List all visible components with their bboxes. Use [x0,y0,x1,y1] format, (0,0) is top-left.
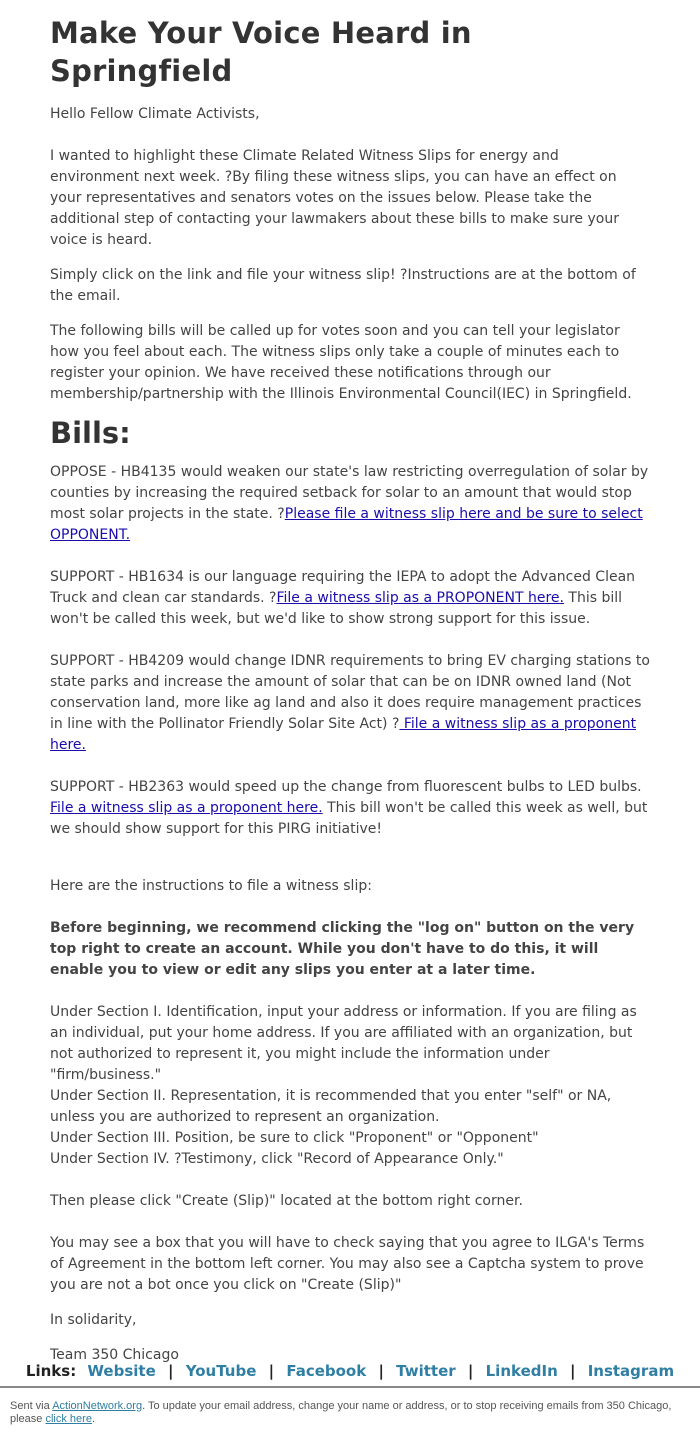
footer-text: Sent via [10,1400,53,1412]
intro-paragraph: I wanted to highlight these Climate Related Witness Slips for energy and environment next week. ?By filing these witness slips, you can have an effect on your representatives and senators votes on the issues below. Please take the additional step of contacting your lawmakers about these bills to make sure your voice is heard. [50,148,619,248]
witness-slip-link[interactable]: File a witness slip as a proponent here. [50,800,323,816]
intro-paragraph: Simply click on the link and file your witness slip! ?Instructions are at the bottom of the email. [50,267,636,304]
greeting: Hello Fellow Climate Activists, [50,106,260,122]
intro-paragraph: The following bills will be called up for votes soon and you can tell your legislator how you feel about each. The witness slips only take a couple of minutes each to register your opinion. We have received these notifications through our membership/partnership with the Illinois Environmental Council(IEC) in Springfield. [50,323,632,402]
terms-note: You may see a box that you will have to check saying that you agree to ILGA's Terms of Agreement in the bottom left corner. You may also see a Captcha system to prove you are not a bot once you click on "Create (Slip)" [50,1235,645,1293]
unsubscribe-link[interactable]: click here [45,1413,92,1425]
witness-slip-link[interactable]: Please file a witness slip here and be sure to select OPPONENT. [50,506,643,543]
instruction-step: Under Section IV. ?Testimony, click "Record of Appearance Only." [50,1151,504,1167]
bill-item [50,462,650,546]
link-separator: | [467,1362,474,1380]
footer-text: . [91,1413,96,1425]
instagram-link[interactable]: Instagram [587,1362,675,1380]
bill-text: SUPPORT - HB4209 would change IDNR requirements to bring EV charging stations to state parks and increase the amount of solar that can be on IDNR owned land (Not conservation land, more like ag land and also it does require management practices in line with the Pollinator Friendly Solar Site Act) ? [50,653,650,732]
actionnetwork-link[interactable]: ActionNetwork.org [52,1400,143,1412]
bill-after-text: This bill won't be called this week, but we'd like to show strong support for this issue. [50,590,623,627]
instruction-step: Under Section III. Position, be sure to click "Proponent" or "Opponent" [50,1130,539,1146]
instructions-intro: Here are the instructions to file a witness slip: [50,878,372,894]
footer-text: . To update your email address, change your name or address, or to stop receiving emails from 350 Chicago, please [10,1400,672,1425]
instructions-note [50,918,650,981]
bill-item [50,651,650,756]
link-separator: | [378,1362,384,1380]
bill-text: SUPPORT - HB2363 would speed up the change from fluorescent bulbs to LED bulbs. [50,779,642,795]
twitter-link[interactable]: Twitter [396,1362,456,1380]
youtube-link[interactable]: YouTube [185,1362,257,1380]
bill-text: SUPPORT - HB1634 is our language requiring the IEPA to adopt the Advanced Clean Truck and clean car standards. ? [50,569,636,606]
signoff-team: Team 350 Chicago [50,1347,179,1363]
bills-heading: Bills: [50,416,131,450]
bill-item [50,777,650,840]
bill-after-text: This bill won't be called this week as well, but we should show support for this PIRG initiative! [50,800,648,837]
email-body [50,0,650,1366]
witness-slip-link[interactable]: File a witness slip as a PROPONENT here. [276,590,564,606]
instructions-bold-text: Before beginning, we recommend clicking the "log on" button on the very top right to create an account. While you don't have to do this, it will enable you to view or edit any slips you enter at a later time. [50,920,635,978]
bill-item [50,567,650,630]
bill-text: OPPOSE - HB4135 would weaken our state's law restricting overregulation of solar by counties by increasing the required setback for solar to an amount that would stop most solar projects in the state. ? [50,464,649,522]
social-links-bar [0,1360,700,1382]
email-footer [0,1386,700,1454]
page-title: Make Your Voice Heard in Springfield [50,16,472,88]
signoff-closing: In solidarity, [50,1312,137,1328]
website-link[interactable]: Website [87,1362,156,1380]
link-separator: | [168,1362,174,1380]
witness-slip-link[interactable]: File a witness slip as a proponent here. [50,716,637,753]
link-separator: | [268,1362,275,1380]
link-separator: | [569,1362,576,1380]
instruction-step: Under Section I. Identification, input your address or information. If you are filing as an individual, put your home address. If you are affiliated with an organization, but not authorized to represent it, you might include the information under "firm/business." [50,1004,637,1083]
instruction-step: Under Section II. Representation, it is recommended that you enter "self" or NA, unless you are authorized to represent an organization. [50,1088,612,1125]
links-label: Links: [25,1362,77,1380]
facebook-link[interactable]: Facebook [286,1362,367,1380]
linkedin-link[interactable]: LinkedIn [485,1362,558,1380]
create-slip-note: Then please click "Create (Slip)" located at the bottom right corner. [50,1193,523,1209]
